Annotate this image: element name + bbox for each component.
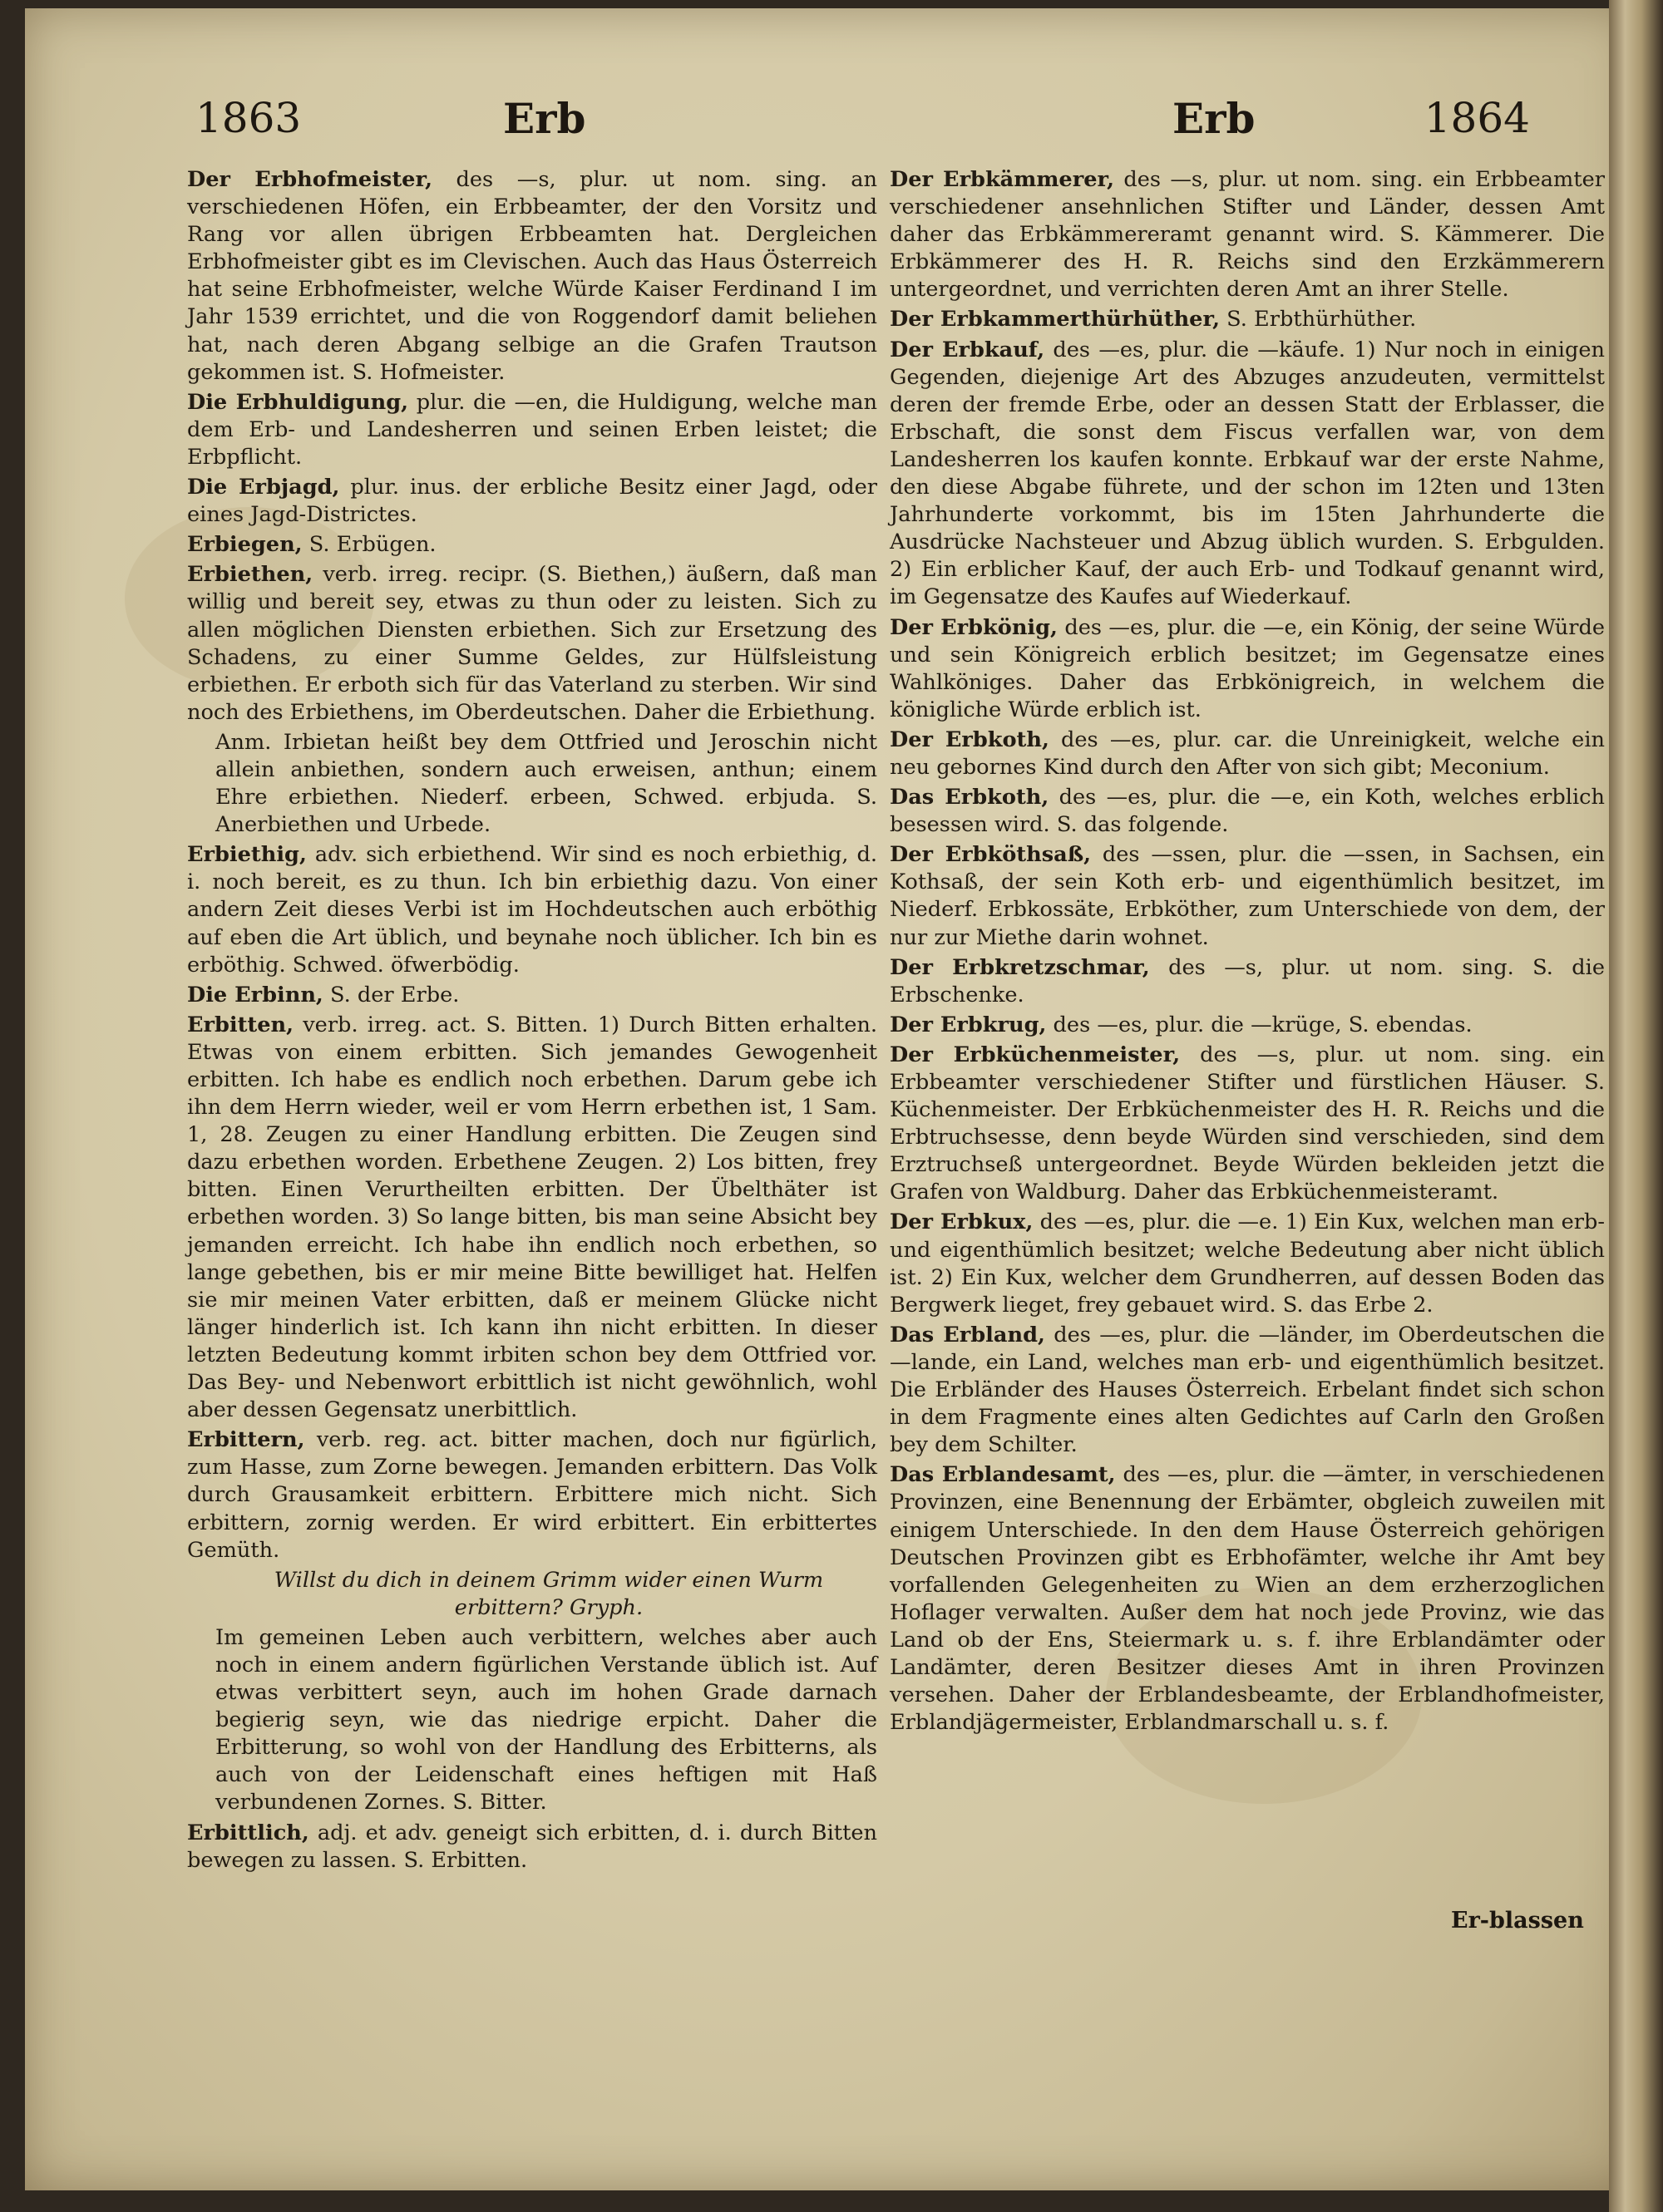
dictionary-entry bbox=[890, 1209, 1605, 1318]
dictionary-entry bbox=[187, 166, 877, 387]
dictionary-entry bbox=[890, 306, 1605, 333]
entry-text: adv. sich erbiethend. Wir sind es noch erbiethig, d. i. noch bereit, es zu thun. Ich bin erbiethig dazu. Von einer andern Zeit dieses Verbi ist im Hochdeutschen auch erböthig auf eben die Art üblich, und beynahe noch üblicher. Ich bin es erböthig. Schwed. öfwerbödig. bbox=[187, 842, 877, 978]
dictionary-entry bbox=[187, 474, 877, 529]
dictionary-entry bbox=[187, 982, 877, 1009]
entry-headword: Der Erbkux, bbox=[890, 1209, 1034, 1235]
entry-text: adj. et adv. geneigt sich erbitten, d. i. durch Bitten bewegen zu lassen. S. Erbitten. bbox=[187, 1820, 877, 1873]
entry-headword: Das Erbland, bbox=[890, 1322, 1045, 1347]
dictionary-entry bbox=[890, 954, 1605, 1009]
page-number-right: 1864 bbox=[1424, 94, 1530, 142]
entry-text: des —es, plur. die —länder, im Oberdeutschen die —lande, ein Land, welches man erb- und eigenthümlich besitzet. Die Erbländer des Hauses Österreich. Erbelant findet sich schon in dem Fragmente eines alten Gedichtes auf Carln den Großen bey dem Schilter. bbox=[890, 1322, 1605, 1458]
dictionary-entry bbox=[890, 784, 1605, 839]
dictionary-entry bbox=[187, 1012, 877, 1424]
entry-text: verb. irreg. recipr. (S. Biethen,) äußern, daß man willig und bereit sey, etwas zu thun oder zu leisten. Sich zu allen möglichen Diensten erbiethen. Sich zur Ersetzung des Schadens, zu einer Summe Geldes, zur Hülfsleistung erbiethen. Er erboth sich für das Vaterland zu sterben. Wir sind noch des Erbiethens, im Oberdeutschen. Daher die Erbiethung. bbox=[187, 562, 877, 725]
entry-headword: Erbittlich, bbox=[187, 1820, 309, 1845]
entry-text: des —es, plur. die —e. 1) Ein Kux, welchen man erb- und eigenthümlich besitzet; welche Bedeutung aber nicht üblich ist. 2) Ein Kux, welcher dem Grundherren, auf dessen Boden das Bergwerk lieget, frey gebauet wird. S. das Erbe 2. bbox=[890, 1209, 1605, 1318]
entry-text: Willst du dich in deinem Grimm wider einen Wurm erbittern? Gryph. bbox=[274, 1567, 824, 1620]
dictionary-entry bbox=[890, 337, 1605, 612]
entry-text: Anm. Irbietan heißt bey dem Ottfried und Jeroschin nicht allein anbiethen, sondern auch erweisen, anthun; einem Ehre erbiethen. Niederf. erbeen, Schwed. erbjuda. S. Anerbiethen und Urbede. bbox=[215, 729, 877, 838]
entry-text: plur. inus. der erbliche Besitz einer Jagd, oder eines Jagd-Districtes. bbox=[187, 475, 877, 528]
dictionary-entry bbox=[187, 1820, 877, 1875]
entry-text: des —es, plur. car. die Unreinigkeit, welche ein neu gebornes Kind durch den After von sich gibt; Meconium. bbox=[890, 727, 1605, 780]
entry-text: verb. reg. act. bitter machen, doch nur figürlich, zum Hasse, zum Zorne bewegen. Jemanden erbittern. Das Volk durch Grausamkeit erbittern. Erbittere mich nicht. Sich erbittern, zornig werden. Er wird erbittert. Ein erbittertes Gemüth. bbox=[187, 1427, 877, 1563]
dictionary-entry bbox=[187, 561, 877, 727]
entry-headword: Der Erbhofmeister, bbox=[187, 167, 432, 192]
dictionary-entry bbox=[187, 389, 877, 471]
entry-headword: Der Erbkammerthürhüther, bbox=[890, 307, 1220, 333]
entry-headword: Der Erbköthsaß, bbox=[890, 842, 1092, 868]
page-number-left: 1863 bbox=[195, 94, 302, 142]
entry-text: des —s, plur. ut nom. sing. an verschiedenen Höfen, ein Erbbeamter, der den Vorsitz und Rang vor allen übrigen Erbbeamten hat. Dergleichen Erbhofmeister gibt es im Clevischen. Auch das Haus Österreich hat seine Erbhofmeister, welche Würde Kaiser Ferdinand I im Jahr 1539 errichtet, und die von Roggendorf damit beliehen hat, nach deren Abgang selbige an die Grafen Trautson gekommen ist. S. Hofmeister. bbox=[187, 167, 877, 385]
dictionary-entry bbox=[890, 166, 1605, 303]
entry-headword: Erbitten, bbox=[187, 1012, 294, 1037]
entry-text: des —ssen, plur. die —ssen, in Sachsen, ein Kothsaß, der sein Koth erb- und eigenthümlich besitzet, im Niederf. Erbkossäte, Erbköther, zum Unterschiede von dem, der nur zur Miethe darin wohnet. bbox=[890, 842, 1605, 950]
entry-headword: Die Erbjagd, bbox=[187, 475, 340, 500]
right-column bbox=[890, 166, 1605, 1739]
entry-headword: Das Erbkoth, bbox=[890, 785, 1049, 810]
entry-text: des —s, plur. ut nom. sing. S. die Erbschenke. bbox=[890, 954, 1606, 1007]
page-edge bbox=[1609, 0, 1663, 2212]
entry-headword: Erbiethen, bbox=[187, 562, 313, 588]
entry-text: des —es, plur. die —e, ein König, der seine Würde und sein Königreich erblich besitzet; im Gegensatze eines Wahlköniges. Daher das Erbkönigreich, in welchem die königliche Würde erblich ist. bbox=[890, 614, 1606, 722]
entry-note bbox=[187, 1567, 877, 1622]
entry-text: des —es, plur. die —e, ein Koth, welches erblich besessen wird. S. das folgende. bbox=[890, 785, 1605, 838]
entry-headword: Der Erbkämmerer, bbox=[890, 167, 1115, 192]
dictionary-entry bbox=[890, 1012, 1605, 1039]
dictionary-entry bbox=[890, 727, 1605, 781]
entry-headword: Der Erbkrug, bbox=[890, 1012, 1047, 1037]
catchword: Er-blassen bbox=[1451, 1908, 1584, 1934]
entry-headword: Der Erbkauf, bbox=[890, 337, 1045, 362]
entry-text: des —es, plur. die —ämter, in verschiedenen Provinzen, eine Benennung der Erbämter, obgleich zuweilen mit einigem Unterschiede. In den dem Hause Österreich gehörigen Deutschen Provinzen gibt es Erbhofämter, welche ihr Amt bey vorfallenden Gelegenheiten zu Wien an dem erzherzoglichen Hoflager verwalten. Außer dem hat noch jede Provinz, wie das Land ob der Ens, Steiermark u. s. f. ihre Erblandämter oder Landämter, deren Besitzer dieses Amt in ihren Provinzen versehen. Daher der Erblandesbeamte, der Erblandhofmeister, Erblandjägermeister, Erblandmarschall u. s. f. bbox=[890, 1462, 1606, 1736]
entry-note bbox=[187, 1624, 877, 1817]
entry-headword: Die Erbhuldigung, bbox=[187, 389, 409, 415]
entry-text: S. Erbügen. bbox=[308, 532, 437, 558]
dictionary-entry bbox=[890, 1461, 1605, 1737]
entry-headword: Der Erbkretzschmar, bbox=[890, 954, 1150, 980]
entry-text: Im gemeinen Leben auch verbittern, welches aber auch noch in einem andern figürlichen Verstande üblich ist. Auf etwas verbittert seyn, auch im hohen Grade darnach begierig seyn, wie das niedrige erpicht. Daher die Erbitterung, so wohl von der Handlung des Erbitterns, als auch von der Leidenschaft eines heftigen mit Haß verbundenen Zornes. S. Bitter. bbox=[215, 1624, 877, 1815]
entry-text: des —es, plur. die —käufe. 1) Nur noch in einigen Gegenden, diejenige Art des Abzuges anzudeuten, vermittelst deren der fremde Erbe, oder an dessen Statt der Erblasser, die Erbschaft, die sonst dem Fiscus verfallen war, von dem Landesherren los kaufen konnte. Erbkauf war der erste Nahme, den diese Abgabe führete, und der schon im 12ten und 13ten Jahrhunderte vorkommt, bis im 15ten Jahrhunderte die Ausdrücke Nachsteuer und Abzug üblich wurden. S. Erbgulden. 2) Ein erblicher Kauf, der auch Erb- und Todkauf genannt wird, im Gegensatze des Kaufes auf Wiederkauf. bbox=[890, 337, 1605, 610]
entry-text: S. der Erbe. bbox=[330, 982, 460, 1007]
running-headword-right: Erb bbox=[1172, 94, 1256, 143]
running-header bbox=[166, 79, 1530, 154]
entry-headword: Der Erbküchenmeister, bbox=[890, 1042, 1181, 1067]
dictionary-entry bbox=[890, 841, 1605, 951]
entry-headword: Der Erbkönig, bbox=[890, 614, 1058, 640]
dictionary-entry bbox=[187, 531, 877, 559]
dictionary-entry bbox=[890, 1322, 1605, 1459]
dictionary-entry bbox=[187, 1426, 877, 1564]
entry-headword: Erbiethig, bbox=[187, 842, 307, 868]
entry-note bbox=[187, 729, 877, 839]
entry-text: plur. die —en, die Huldigung, welche man dem Erb- und Landesherren und seinen Erben leistet; die Erbpflicht. bbox=[187, 389, 877, 470]
running-headword-left: Erb bbox=[503, 94, 586, 143]
entry-headword: Die Erbinn, bbox=[187, 982, 323, 1007]
entry-text: verb. irreg. act. S. Bitten. 1) Durch Bitten erhalten. Etwas von einem erbitten. Sich jemandes Gewogenheit erbitten. Ich habe es endlich noch erbethen. Darum gebe ich ihn dem Herrn wieder, weil er vom Herrn erbethen ist, 1 Sam. 1, 28. Zeugen zu einer Handlung erbitten. Die Zeugen sind dazu erbethen worden. Erbethene Zeugen. 2) Los bitten, frey bitten. Einen Verurtheilten erbitten. Der Übelthäter ist erbethen worden. 3) So lange bitten, bis man seine Absicht bey jemanden erreicht. Ich habe ihn endlich noch erbethen, so lange gebethen, bis er mir meine Bitte bewilliget hat. Helfen sie mir meinen Vater erbitten, daß er meinem Glücke nicht länger hinderlich ist. Ich kann ihn nicht erbitten. In dieser letzten Bedeutung kommt irbiten schon bey dem Ottfried vor. Das Bey- und Nebenwort erbittlich ist nicht gewöhnlich, wohl aber dessen Gegensatz unerbittlich. bbox=[187, 1012, 877, 1423]
left-column bbox=[187, 166, 877, 1877]
entry-text: S. Erbthürhüther. bbox=[1226, 307, 1417, 333]
entry-headword: Erbiegen, bbox=[187, 532, 303, 558]
dictionary-entry bbox=[890, 614, 1605, 724]
entry-headword: Das Erblandesamt, bbox=[890, 1462, 1116, 1488]
entry-text: des —s, plur. ut nom. sing. ein Erbbeamter verschiedener Stifter und fürstlichen Häuser. S. Küchenmeister. Der Erbküchenmeister des H. R. Reichs und die Erbtruchsesse, denn beyde Würden sind verschieden, sind dem Erztruchseß untergeordnet. Beyde Würden bekleiden jetzt die Grafen von Waldburg. Daher das Erbküchenmeisteramt. bbox=[890, 1042, 1605, 1205]
entry-headword: Der Erbkoth, bbox=[890, 727, 1049, 752]
entry-text: des —s, plur. ut nom. sing. ein Erbbeamter verschiedener ansehnlichen Stifter und Länder, dessen Amt daher das Erbkämmereramt genannt wird. S. Kämmerer. Die Erbkämmerer des H. R. Reichs sind den Erzkämmerern untergeordnet, und verrichten deren Amt an ihrer Stelle. bbox=[890, 167, 1605, 303]
dictionary-entry bbox=[890, 1042, 1605, 1207]
dictionary-entry bbox=[187, 841, 877, 978]
entry-text: des —es, plur. die —krüge, S. ebendas. bbox=[1053, 1012, 1473, 1037]
entry-headword: Erbittern, bbox=[187, 1427, 305, 1453]
